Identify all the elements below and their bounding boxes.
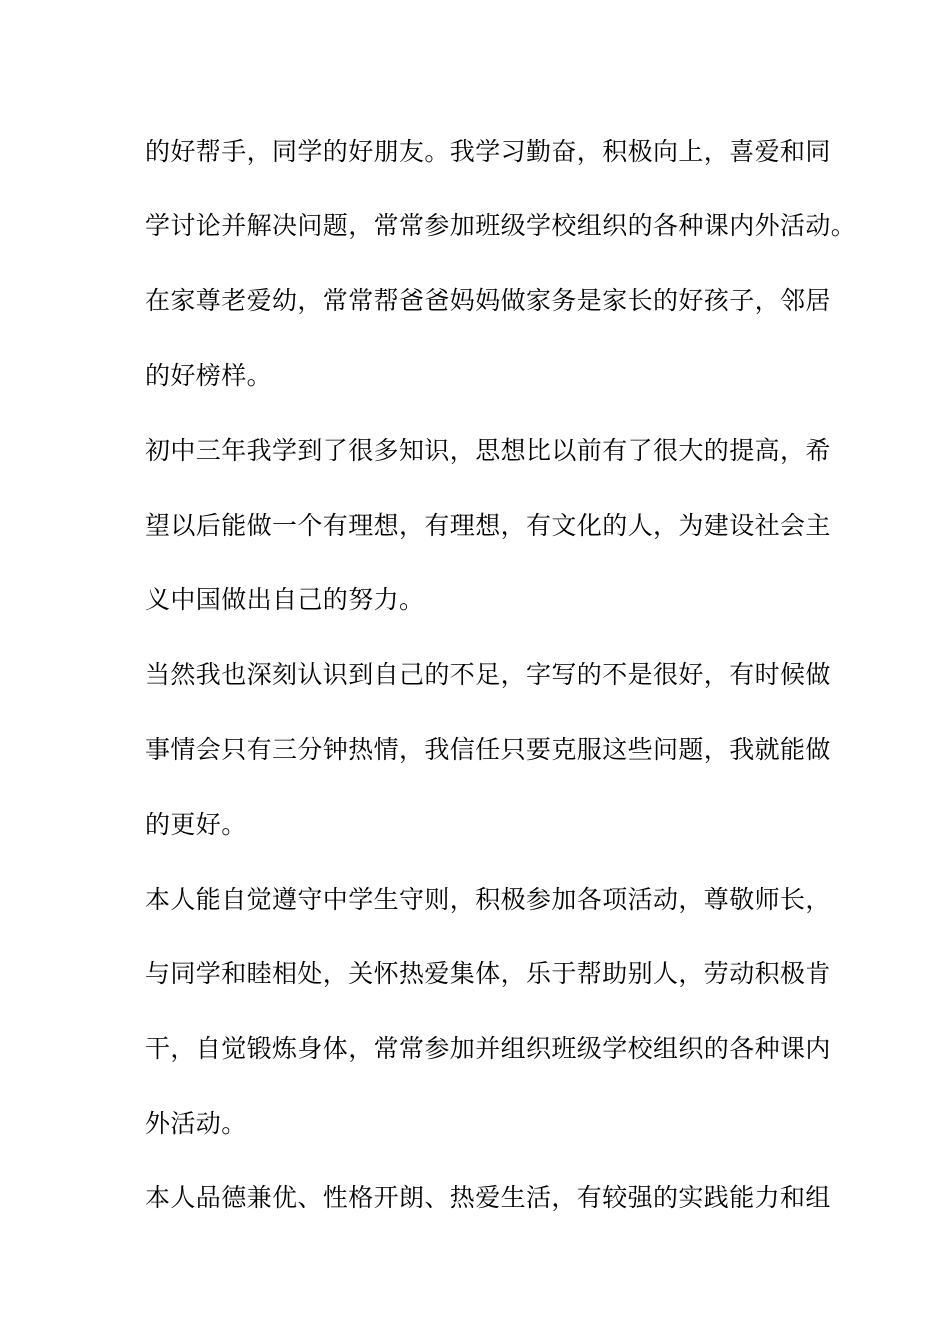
text-line: 的好帮手，同学的好朋友。我学习勤奋，积极向上，喜爱和同 — [145, 137, 831, 166]
text-line: 的更好。 — [145, 810, 247, 839]
text-line: 外活动。 — [145, 1109, 247, 1138]
text-line: 的好榜样。 — [145, 361, 273, 390]
text-line: 义中国做出自己的努力。 — [145, 585, 425, 614]
text-line: 事情会只有三分钟热情，我信任只要克服这些问题，我就能做 — [145, 735, 831, 764]
text-line: 学讨论并解决问题，常常参加班级学校组织的各种课内外活动。 — [145, 211, 857, 240]
text-line: 本人能自觉遵守中学生守则，积极参加各项活动，尊敬师长， — [145, 885, 831, 914]
text-line: 当然我也深刻认识到自己的不足，字写的不是很好，有时候做 — [145, 660, 831, 689]
text-line: 干，自觉锻炼身体，常常参加并组织班级学校组织的各种课内 — [145, 1034, 831, 1063]
text-line: 与同学和睦相处，关怀热爱集体，乐于帮助别人，劳动积极肯 — [145, 959, 831, 988]
text-line: 在家尊老爱幼，常常帮爸爸妈妈做家务是家长的好孩子，邻居 — [145, 286, 831, 315]
text-line: 初中三年我学到了很多知识，思想比以前有了很大的提高，希 — [145, 436, 831, 465]
text-line: 望以后能做一个有理想，有理想，有文化的人，为建设社会主 — [145, 511, 831, 540]
text-line: 本人品德兼优、性格开朗、热爱生活，有较强的实践能力和组 — [145, 1183, 831, 1212]
